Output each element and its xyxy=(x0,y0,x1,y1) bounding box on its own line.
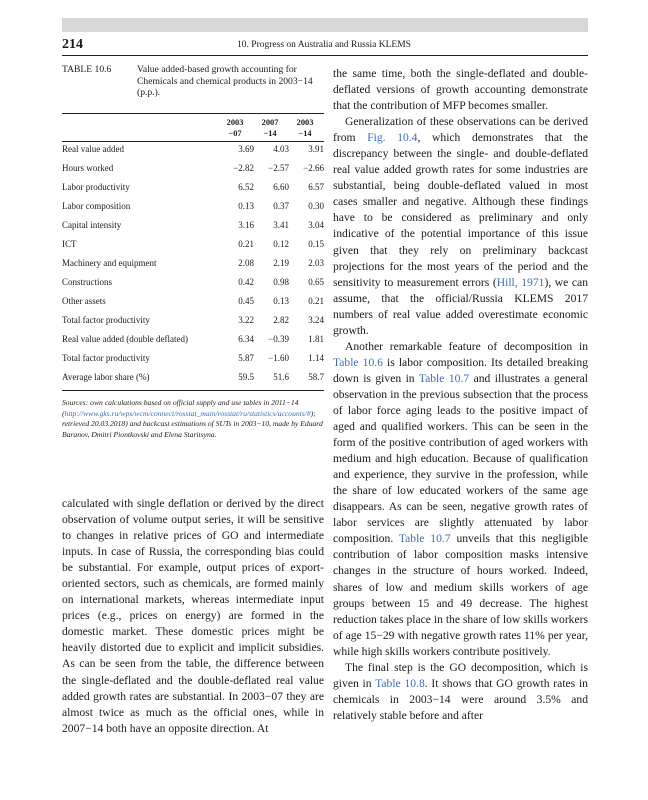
header-bar xyxy=(62,18,588,32)
table-cell: 3.22 xyxy=(238,315,254,325)
table-cell: 5.87 xyxy=(238,353,254,363)
table-cell: −2.57 xyxy=(268,163,289,173)
table-row-label: Labor productivity xyxy=(62,182,130,192)
table-cell: −1.60 xyxy=(268,353,289,363)
table-label: TABLE 10.6 xyxy=(62,64,112,75)
table-cell: 2.82 xyxy=(273,315,289,325)
paragraph: The final step is the GO decomposition, which is given in Table 10.8. It shows that GO growth rates in chemicals in 2003−14 were around 3.5% and relatively stable before and after xyxy=(333,660,588,722)
table-row-label: Hours worked xyxy=(62,163,114,173)
table-cell: 0.21 xyxy=(308,296,324,306)
table-cell: 3.16 xyxy=(238,220,254,230)
table-cell: 58.7 xyxy=(308,372,324,382)
paragraph: Another remarkable feature of decomposition in Table 10.6 is labor composition. Its detailed breaking down is given in Table 10.7 and illustrates a general observation in the previous subsection that the process of labor force aging leads to the positive impact of aged and qualified workers. This can be seen in the form of the positive contribution of aged workers with medium and high education. Because of qualification and experience, they survive in the profession, while the share of low educated workers of the same age disappears. As can be seen, negative growth rates of labor services are slightly attenuated by labor composition. Table 10.7 unveils that this negligible contribution of labor composition masks intensive changes in the structure of hours worked. Indeed, shares of low and medium skills workers of age groups between 15 and 49 decrease. The highest reduction takes place in the share of low skills workers of age 15−29 with negative growth rates 11% per year, while high skills workers contribute positively. xyxy=(333,339,589,658)
column-header-3: 2003 −14 xyxy=(296,118,314,138)
table-cell: 59.5 xyxy=(238,372,254,382)
table-bottom-rule xyxy=(62,390,324,391)
table-cell: 3.41 xyxy=(273,220,289,230)
table-cell: 0.13 xyxy=(238,201,254,211)
table-cell: 1.14 xyxy=(308,353,324,363)
table-cell: −2.66 xyxy=(303,163,324,173)
table-reference-link[interactable]: Table 10.7 xyxy=(398,532,451,546)
table-reference-link[interactable]: Table 10.6 xyxy=(333,355,383,369)
table-source-note: Sources: own calculations based on official supply and use tables in 2011−14 (http://www.gks.ru/wps/wcm/connect/rosstat_main/rosstat/ru/statistics/accounts/#); retrieved 20.03.2018) and backcast estimations of SUTs in 2003−10, made by Eduard Baranov, Dmitri Piontkovski and Elena Staritsyna. xyxy=(62,398,323,439)
table-cell: −0.39 xyxy=(268,334,289,344)
table-row-label: Real value added (double deflated) xyxy=(62,334,188,344)
table-cell: 0.13 xyxy=(273,296,289,306)
source-link[interactable]: http://www.gks.ru/wps/wcm/connect/rosstat_main/rosstat/ru/statistics/accounts/# xyxy=(64,408,311,418)
table-reference-link[interactable]: Table 10.7 xyxy=(418,371,470,385)
page-number: 214 xyxy=(62,37,83,52)
table-row-label: Other assets xyxy=(62,296,106,306)
table-cell: −2.82 xyxy=(233,163,254,173)
table-row-label: Capital intensity xyxy=(62,220,122,230)
table-row-label: Real value added xyxy=(62,144,124,154)
table-row-label: ICT xyxy=(62,239,77,249)
table-cell: 0.30 xyxy=(308,201,324,211)
table-cell: 1.81 xyxy=(308,334,324,344)
table-caption-text: Value added-based growth accounting for Chemicals and chemical products in 2003−14 (p.p.). xyxy=(137,64,313,98)
table-cell: 0.12 xyxy=(273,239,289,249)
table-cell: 3.04 xyxy=(308,220,324,230)
table-row-label: Average labor share (%) xyxy=(62,372,150,382)
right-column-text xyxy=(333,66,588,724)
table-row-label: Labor composition xyxy=(62,201,131,211)
table-header-rule xyxy=(62,141,324,142)
table-cell: 2.08 xyxy=(238,258,254,268)
table-cell: 3.91 xyxy=(308,144,324,154)
table-cell: 51.6 xyxy=(273,372,289,382)
table-cell: 0.65 xyxy=(308,277,324,287)
table-cell: 6.52 xyxy=(238,182,254,192)
table-cell: 0.21 xyxy=(238,239,254,249)
table-reference-link[interactable]: Table 10.8 xyxy=(375,676,425,690)
table-cell: 0.15 xyxy=(308,239,324,249)
running-title: 10. Progress on Australia and Russia KLEMS xyxy=(237,40,411,50)
paragraph: calculated with single deflation or derived by the direct observation of volume output series, it will be sensitive to changes in relative prices of GO and intermediate inputs. In case of Russia, the corresponding bias could be substantial. For example, output prices of export-oriented sectors, such as chemicals, are formed mainly on international markets, whereas intermediate input prices (e.g., prices on energy) are formed in the domestic market. These domestic prices might be heavily distorted due to explicit and implicit subsidies. As can be seen from the table, the difference between the single-deflated and the double-deflated real value added growth rates are substantial. In 2003−07 they are almost twice as much as the official ones, while in 2007−14 both have an opposite direction. At xyxy=(62,497,324,735)
figure-reference-link[interactable]: Fig. 10.4 xyxy=(367,131,418,145)
table-cell: 3.69 xyxy=(238,144,254,154)
table-cell: 6.60 xyxy=(273,182,289,192)
table-cell: 0.45 xyxy=(238,296,254,306)
table-row-label: Total factor productivity xyxy=(62,315,150,325)
table-cell: 3.24 xyxy=(308,315,324,325)
table-cell: 4.03 xyxy=(273,144,289,154)
paragraph: Generalization of these observations can be derived from Fig. 10.4, which demonstrates that the discrepancy between the single- and double-deflated real value added growth rates for some industries are substantial, being double-deflated valued in most cases smaller and negative. Although these findings have to be considered as preliminary and only indicative of the potential importance of this issue given that they rely on preliminary backcast projections for the most years of the period and the sensitivity to measurement errors (Hill, 1971), we can assume, that the official/Russia KLEMS 2017 numbers of real value added overestimate economic growth. xyxy=(333,115,588,337)
table-cell: 0.42 xyxy=(238,277,254,287)
table-cell: 2.19 xyxy=(273,258,289,268)
paragraph: the same time, both the single-deflated and double-deflated versions of growth accounting demonstrate that the contribution of MFP becomes smaller. xyxy=(333,67,588,113)
table-row-label: Machinery and equipment xyxy=(62,258,157,268)
table-cell: 6.34 xyxy=(238,334,254,344)
table-cell: 0.98 xyxy=(273,277,289,287)
table-cell: 0.37 xyxy=(273,201,289,211)
table-cell: 6.57 xyxy=(308,182,324,192)
table-top-rule xyxy=(62,113,324,114)
table-cell: 2.03 xyxy=(308,258,324,268)
column-header-2: 2007 −14 xyxy=(261,118,279,138)
left-column-text xyxy=(62,496,324,737)
citation-link[interactable]: Hill, 1971 xyxy=(496,275,545,289)
table-row-label: Total factor productivity xyxy=(62,353,150,363)
header-rule xyxy=(62,55,588,56)
column-header-1: 2003 −07 xyxy=(226,118,244,138)
table-row-label: Constructions xyxy=(62,277,113,287)
